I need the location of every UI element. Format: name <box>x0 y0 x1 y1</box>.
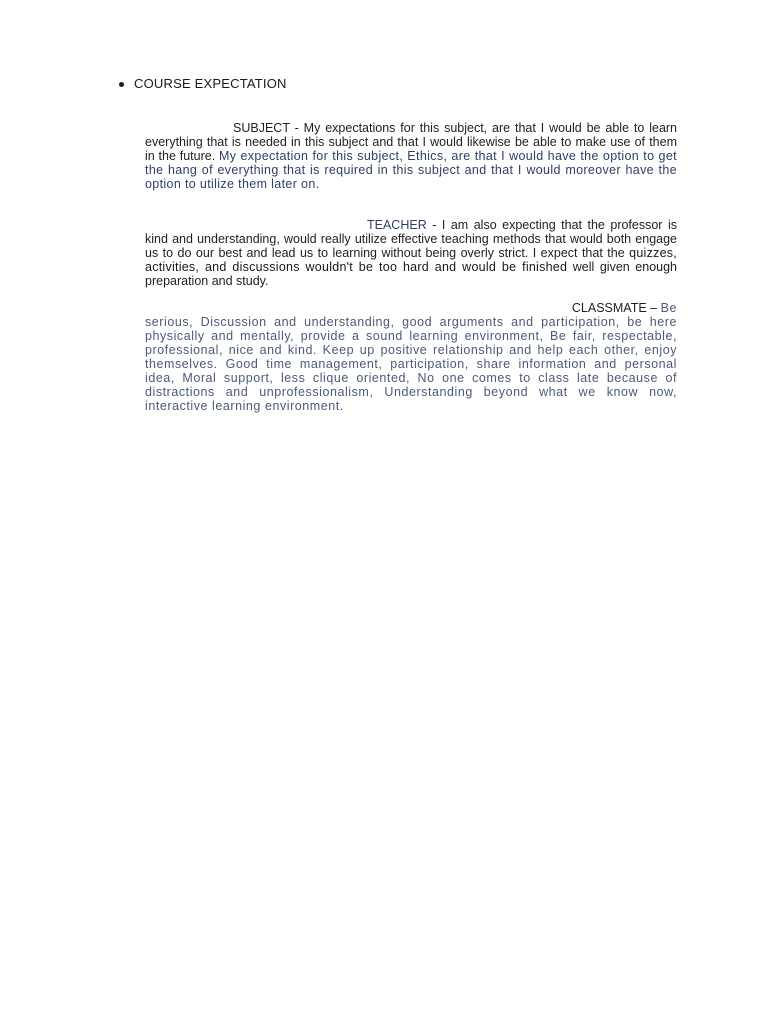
classmate-label: CLASSMATE <box>571 301 647 315</box>
teacher-separator: - <box>426 218 442 232</box>
subject-separator: - <box>289 121 304 135</box>
teacher-text-c: well given enough preparation and study. <box>145 260 678 288</box>
teacher-paragraph <box>145 218 677 288</box>
classmate-paragraph <box>145 301 677 413</box>
bullet-dot-icon <box>119 82 124 87</box>
classmate-text: serious, Discussion and understanding, good arguments and participation, be here physically and mentally, provide a sound learning environment, Be fair, respectable, professional, nice and kind. Keep up positive relationship and help each other, enjoy themselves. Good time management, participation, share information and personal idea, Moral support, less clique oriented, No one comes to class late because of distractions and unprofessionalism, Understanding beyond what we know now, interactive learning environment. <box>145 315 677 413</box>
classmate-first-word: Be <box>660 301 677 315</box>
teacher-label: TEACHER <box>367 218 427 232</box>
classmate-separator: – <box>646 301 661 315</box>
classmate-heading-line <box>145 301 677 315</box>
subject-text-b: My expectation for this subject, Ethics, are that I would have the option to get the hang of everything that is required in this subject and that I would moreover have the option to utilize them later on. <box>145 149 677 191</box>
heading-text: COURSE EXPECTATION <box>134 76 287 91</box>
subject-paragraph <box>145 121 677 191</box>
subject-label: SUBJECT <box>233 121 290 135</box>
teacher-text-a: I am also expecting that the professor is kind and understanding, would really utilize effective teaching methods that would both engage us to do our best and lead us to learning without being overly strict. I expect that the <box>145 218 677 260</box>
section-heading <box>119 76 287 91</box>
teacher-text-b: quizzes, activities, and discussions wouldn't be too hard and would be finished <box>145 246 677 274</box>
subject-text-a: My expectations for this subject, are that I would be able to learn everything that is needed in this subject and that I would likewise be able to make use of them in the future. <box>145 121 678 163</box>
